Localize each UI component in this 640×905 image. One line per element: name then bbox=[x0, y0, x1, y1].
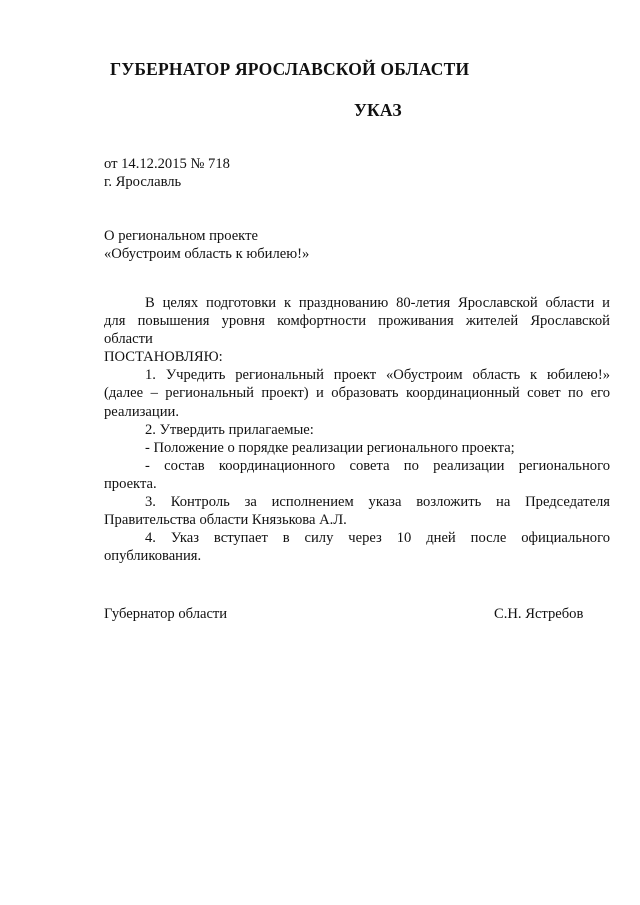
item-4-line-2: опубликования. bbox=[104, 548, 202, 565]
intro-line-2: для повышения уровня комфортности проживания жителей Ярославской bbox=[104, 313, 610, 330]
item-1-line-2: (далее – региональный проект) и образовать координационный совет по его bbox=[104, 385, 610, 402]
intro-line-1: В целях подготовки к празднованию 80-летия Ярославской области и bbox=[145, 295, 610, 311]
item-2-b-line-1: - состав координационного совета по реализации регионального bbox=[145, 457, 610, 474]
subject-line-2: «Обустроим область к юбилею!» bbox=[104, 246, 310, 262]
intro-line-3: области bbox=[104, 331, 153, 348]
signatory-name: С.Н. Ястребов bbox=[494, 606, 584, 622]
document-type-heading: УКАЗ bbox=[354, 100, 402, 120]
date-number: от 14.12.2015 № 718 bbox=[104, 156, 230, 172]
signatory-position: Губернатор области bbox=[104, 606, 228, 622]
authority-heading: ГУБЕРНАТОР ЯРОСЛАВСКОЙ ОБЛАСТИ bbox=[110, 59, 470, 79]
item-2-a: - Положение о порядке реализации регионального проекта; bbox=[145, 439, 515, 456]
city: г. Ярославль bbox=[104, 174, 182, 190]
item-1-line-1: 1. Учредить региональный проект «Обустроим область к юбилею!» bbox=[145, 367, 610, 384]
resolve-word: ПОСТАНОВЛЯЮ: bbox=[104, 349, 223, 366]
item-3-line-2: Правительства области Князькова А.Л. bbox=[104, 512, 347, 529]
item-4-line-1: 4. Указ вступает в силу через 10 дней после официального bbox=[145, 530, 610, 547]
subject-line-1: О региональном проекте bbox=[104, 228, 258, 244]
decree-body bbox=[104, 294, 610, 565]
item-3-line-1: 3. Контроль за исполнением указа возложить на Председателя bbox=[145, 494, 610, 511]
item-1-line-3: реализации. bbox=[104, 403, 179, 420]
item-2-b-line-2: проекта. bbox=[104, 475, 157, 492]
item-2: 2. Утвердить прилагаемые: bbox=[145, 421, 314, 438]
